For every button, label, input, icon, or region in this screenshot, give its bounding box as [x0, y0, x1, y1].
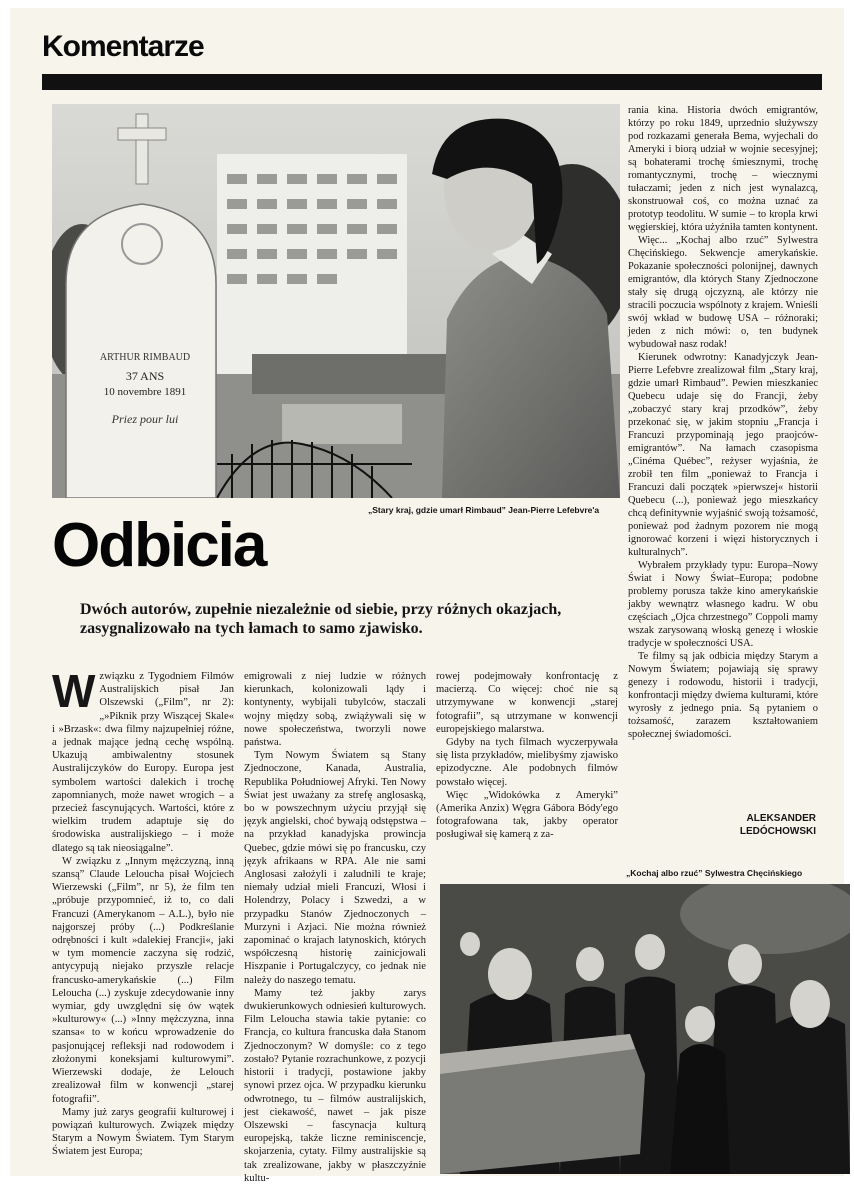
- gravestone-line-3: 10 novembre 1891: [103, 386, 187, 398]
- col2-paragraph-2: Tym Nowym Światem są Stany Zjednoczone, Kanada, Australia, Republika Południowej Afryki. Ten Nowy Świat jest uważany za strefę anglosaską, bo w powszechnym użyciu przyjął się język angielski, choć bywają odstępstwa – na przykład kanadyjska prowincja Quebec, gdzie mówi się po francusku, czy język afrikaans w RPA. Ale nie sami Anglosasi założyli i zaludnili te kraje; niemały udział mieli Francuzi, Włosi i Holendrzy, Polacy i Szwedzi, a w przypadku Stanów Zjednoczonych – Murzyni i Azjaci. Nie można również zapominać o krajach latynoskich, których współczesną historię zainicjowali Hiszpanie i Portugalczycy, co jednak nie należy do naszego tematu.: [244, 750, 426, 986]
- section-rule: [42, 74, 822, 90]
- text-column-4: [628, 104, 818, 804]
- text-column-3: [436, 670, 618, 860]
- col3-paragraph-1: rowej podejmowały konfrontację z macierzą. Co więcej: choć nie są utrzymywane w konwencji „starej fotografii”, są utrzymane w konwencji europejskiego malarstwa.: [436, 671, 618, 735]
- author-last-name: LEDÓCHOWSKI: [739, 826, 816, 837]
- photo-funeral: [440, 884, 850, 1174]
- article-lead: Dwóch autorów, zupełnie niezależnie od siebie, przy różnych okazjach, zasygnalizowało na tych łamach to samo zjawisko.: [80, 601, 562, 637]
- col4-paragraph-5: Te filmy są jak odbicia między Starym a Nowym Światem; pojawiają się sprawy genezy i rodowodu, historii i tradycji, konfrontacji między dwiema kulturami, które wyrosły z jednego pnia. Są pytaniem o tożsamość, zarazem kształtowaniem społecznej świadomości.: [628, 651, 818, 740]
- photo-top-caption: „Stary kraj, gdzie umarł Rimbaud” Jean-Pierre Lefebvre'a: [368, 505, 600, 515]
- gravestone-inscription: [70, 348, 220, 458]
- drop-cap: W: [52, 665, 96, 717]
- gravestone-line-4: Priez pour lui: [111, 412, 179, 426]
- col1-paragraph-3: Mamy już zarys geografii kulturowej i powiązań kulturowych. Związek między Starym a Nowym Światem. Tym Starym Światem jest Europa;: [52, 1106, 234, 1158]
- col1-paragraph-1-text: związku z Tygodniem Filmów Australijskich pisał Jan Olszewski („Film”, nr 2): „»Piknik przy Wiszącej Skale« i »Brzask«: dwa filmy najzupełniej różne, a jednak mające jedną cechę wspólną. Ukazują ambiwalentny stosunek Australijczyków do Europy. Europa jest symbolem wartości dalekich i trochę zapomnianych, może nawet wrogich – a przecież fascynujących. Wartości, które z wielkim trudem adaptuje się do środowiska australijskiego – i może dlatego są tak nieosiągalne”.: [52, 671, 234, 854]
- col4-paragraph-1: rania kina. Historia dwóch emigrantów, którzy po roku 1849, uprzednio służywszy pod rozkazami generała Bema, wyjechali do Ameryki i biorą udział w wojnie secesyjnej; są bohaterami trochę śmiesznymi, trochę romantycznymi, trochę – wiecznymi tułaczami; jeden z nich jest wynalazcą, skonstruował coś, co można uznać za prototyp teodolitu. W sumie – to kropla krwi węgierskiej, która użyźniła tamten kontynent.: [628, 105, 818, 233]
- photo-funeral-image: [440, 884, 850, 1174]
- col3-paragraph-3: Więc „Widokówka z Ameryki” (Amerika Anzix) Węgra Gábora Bódy'ego fotografowana tak, jakby operator posługiwał się kamerą z za-: [436, 789, 618, 841]
- text-column-2: [244, 670, 426, 1184]
- col1-paragraph-2: W związku z „Innym mężczyzną, inną szansą” Claude Leloucha pisał Wojciech Wierzewski („Film”, nr 5), że film ten „próbuje przypomnieć, iż to, co dali Francuzi (Amerykanom – A.L.), było nie najgorszej próby (...) Podkreślanie odrębności i kult »dalekiej Francji«, jaki w tym momencie zaczyna się rodzić, antycypują niejako przyszłe relacje francusko-amerykańskie (...) Film Leloucha (...) zyskuje zdecydowanie inny wymiar, gdy uwzględni się ów wątek »kulturowy« (...) »Inny mężczyzna, inna szansa« to w końcu wprowadzenie do pasjonującej refleksji nad rodowodem i złożonymi koneksjami kulturowymi”. Wierzewski dodaje, że Lelouch zrealizował film w konwencji „starej fotografii”.: [52, 855, 234, 1105]
- article-author: [720, 812, 816, 838]
- article-headline: Odbicia: [52, 511, 266, 580]
- col4-paragraph-3: Kierunek odwrotny: Kanadyjczyk Jean-Pierre Lefebvre zrealizował film „Stary kraj, gdzie umarł Rimbaud”. Pewien mieszkaniec Quebecu udaje się do Francji, żeby „zobaczyć stary kraj przodków”, żeby przekonać się, w jakim stopniu „Francja i Francuzi przypominają jego praojców-emigrantów”. Na łamach czasopisma „Cinéma Québec”, reżyser wyjaśnia, że zrobił ten film „ponieważ to Francja i Francuzi dali początek »pierwszej« historii Quebecu (...), ponieważ jego mieszkańcy chcą definitywnie wyjaśnić swoją tożsamość, ponieważ pod żadnym pozorem nie mogą ignorować korzeni i więzi historycznych i kulturalnych”.: [628, 352, 818, 558]
- col4-paragraph-2: Więc... „Kochaj albo rzuć” Sylwestra Chęcińskiego. Sekwencje amerykańskie. Pokazanie społeczności polonijnej, dawnych emigrantów, dla których Stany Zjednoczone stały się drugą ojczyzną, ale którzy nie stracili poczucia wspólnoty z krajem. Wnieśli swój wkład w budowę USA – różnoraki; jeden z nich mówi: o, ten budynek wybudował nasz rodak!: [628, 235, 818, 350]
- col4-paragraph-4: Wybrałem przykłady typu: Europa–Nowy Świat i Nowy Świat–Europa; podobne problemy porusza także kino amerykańskie jakby wewnątrz własnego kadru. W obu częściach „Ojca chrzestnego” Coppoli mamy wszak zarysowaną włoską genezę i włoskie tradycje w społeczności USA.: [628, 560, 818, 649]
- section-title: Komentarze: [42, 30, 204, 63]
- col2-paragraph-1: emigrowali z niej ludzie w różnych kierunkach, kolonizowali lądy i kontynenty, wybijali tubylców, staczali wojny między sobą, zwiążywali się w nowe społeczeństwa, tworzyli nowe państwa.: [244, 671, 426, 749]
- col3-paragraph-2: Gdyby na tych filmach wyczerpywała się lista przykładów, mielibyśmy zjawisko epizodyczne. Ale podobnych filmów powstało więcej.: [436, 737, 618, 788]
- author-first-name: ALEKSANDER: [746, 813, 816, 824]
- photo-bottom-caption: „Kochaj albo rzuć” Sylwestra Chęcińskiego: [626, 868, 803, 878]
- gravestone-line-2: 37 ANS: [125, 369, 165, 383]
- col1-paragraph-1: [52, 665, 234, 855]
- text-column-1: [52, 665, 234, 1170]
- col2-paragraph-3: Mamy też jakby zarys dwukierunkowych odniesień kulturowych. Film Leloucha stawia takie pytanie: co Francja, co kultura francuska dała Stanom Zjednoczonym? W domyśle: co z tego zostało? Pytanie rozrachunkowe, z pozycji historii i tradycji, postawione jakby synowi przez ojca. W przypadku kierunku odwrotnego, tu – filmów australijskich, jest ciekawość, nawet – jak pisze Olszewski – fascynacja kulturą europejską, także liczne reminiscencje, skojarzenia, cytaty. Filmy australijskie są tak zrealizowane, jakby w płaszczyźnie kultu-: [244, 987, 426, 1184]
- gravestone-line-1: ARTHUR RIMBAUD: [99, 352, 191, 363]
